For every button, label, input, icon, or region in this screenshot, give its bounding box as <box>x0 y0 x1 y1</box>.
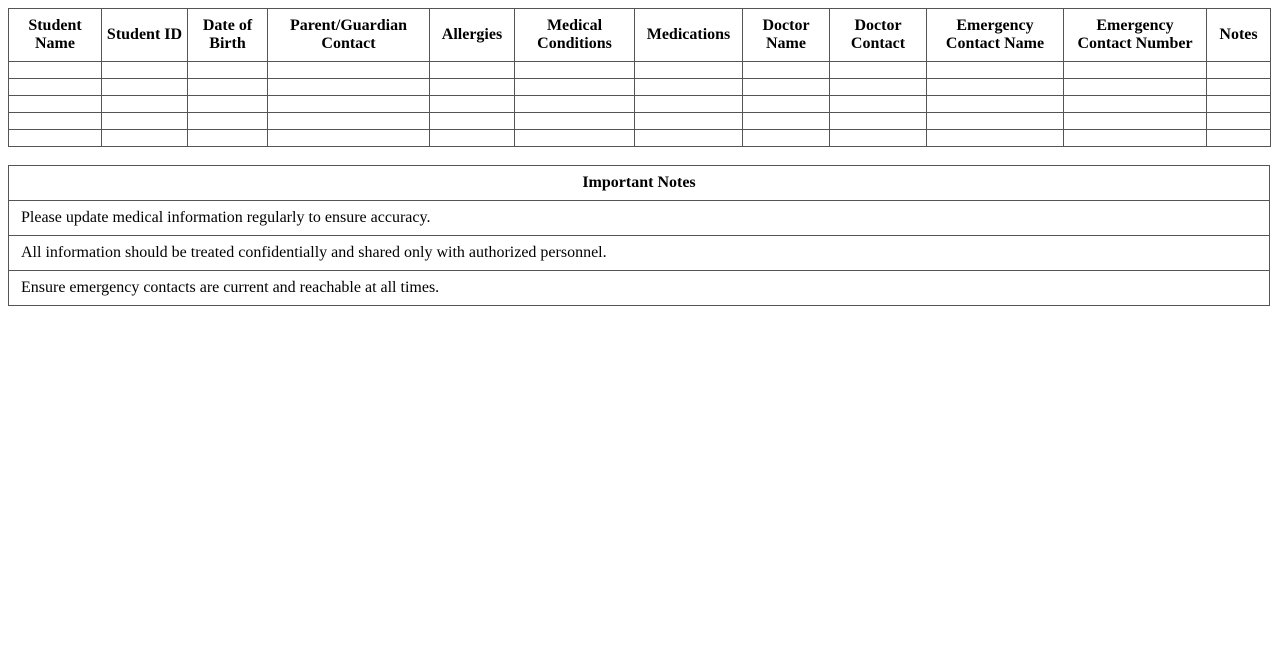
table-cell[interactable] <box>515 96 635 113</box>
table-cell[interactable] <box>743 113 830 130</box>
table-row <box>9 96 1271 113</box>
table-cell[interactable] <box>830 62 927 79</box>
table-header-row <box>9 9 1271 62</box>
table-row <box>9 130 1271 147</box>
table-cell[interactable] <box>102 62 188 79</box>
column-header-medications: Medications <box>635 9 743 62</box>
table-cell[interactable] <box>1207 113 1271 130</box>
important-notes-title: Important Notes <box>9 166 1270 201</box>
table-cell[interactable] <box>927 130 1064 147</box>
records-table-body <box>9 62 1271 147</box>
note-row <box>9 271 1270 306</box>
note-row <box>9 236 1270 271</box>
table-cell[interactable] <box>1064 79 1207 96</box>
column-header-allergies: Allergies <box>430 9 515 62</box>
table-cell[interactable] <box>635 79 743 96</box>
table-cell[interactable] <box>268 113 430 130</box>
table-cell[interactable] <box>1207 96 1271 113</box>
column-header-date-of-birth: Date of Birth <box>188 9 268 62</box>
table-cell[interactable] <box>635 113 743 130</box>
table-cell[interactable] <box>635 96 743 113</box>
note-item: Please update medical information regularly to ensure accuracy. <box>9 201 1270 236</box>
table-cell[interactable] <box>430 79 515 96</box>
table-cell[interactable] <box>830 113 927 130</box>
table-cell[interactable] <box>1207 62 1271 79</box>
table-cell[interactable] <box>1064 62 1207 79</box>
table-cell[interactable] <box>102 113 188 130</box>
table-cell[interactable] <box>9 113 102 130</box>
table-cell[interactable] <box>268 96 430 113</box>
table-cell[interactable] <box>268 62 430 79</box>
table-cell[interactable] <box>9 96 102 113</box>
important-notes-table <box>8 165 1270 306</box>
table-cell[interactable] <box>102 96 188 113</box>
table-cell[interactable] <box>743 96 830 113</box>
document <box>8 8 1270 306</box>
table-cell[interactable] <box>927 62 1064 79</box>
table-cell[interactable] <box>927 79 1064 96</box>
table-cell[interactable] <box>830 96 927 113</box>
table-cell[interactable] <box>102 79 188 96</box>
note-item: All information should be treated confidentially and shared only with authorized personnel. <box>9 236 1270 271</box>
table-row <box>9 62 1271 79</box>
table-cell[interactable] <box>1207 79 1271 96</box>
table-cell[interactable] <box>830 130 927 147</box>
column-header-medical-conditions: Medical Conditions <box>515 9 635 62</box>
table-cell[interactable] <box>515 130 635 147</box>
table-row <box>9 113 1271 130</box>
table-cell[interactable] <box>635 130 743 147</box>
note-item: Ensure emergency contacts are current and reachable at all times. <box>9 271 1270 306</box>
table-cell[interactable] <box>188 79 268 96</box>
table-cell[interactable] <box>430 113 515 130</box>
table-cell[interactable] <box>430 62 515 79</box>
note-row <box>9 201 1270 236</box>
table-cell[interactable] <box>743 62 830 79</box>
table-cell[interactable] <box>102 130 188 147</box>
table-cell[interactable] <box>927 96 1064 113</box>
column-header-doctor-name: Doctor Name <box>743 9 830 62</box>
table-cell[interactable] <box>268 79 430 96</box>
table-cell[interactable] <box>1064 113 1207 130</box>
student-medical-records-table <box>8 8 1271 147</box>
table-cell[interactable] <box>743 130 830 147</box>
table-cell[interactable] <box>188 113 268 130</box>
table-cell[interactable] <box>430 130 515 147</box>
table-cell[interactable] <box>1207 130 1271 147</box>
column-header-doctor-contact: Doctor Contact <box>830 9 927 62</box>
table-cell[interactable] <box>188 62 268 79</box>
table-cell[interactable] <box>188 96 268 113</box>
table-cell[interactable] <box>9 79 102 96</box>
table-cell[interactable] <box>743 79 830 96</box>
table-cell[interactable] <box>9 62 102 79</box>
table-cell[interactable] <box>515 62 635 79</box>
column-header-student-name: Student Name <box>9 9 102 62</box>
table-cell[interactable] <box>515 113 635 130</box>
table-cell[interactable] <box>927 113 1064 130</box>
table-cell[interactable] <box>430 96 515 113</box>
column-header-emergency-contact-name: Emergency Contact Name <box>927 9 1064 62</box>
table-cell[interactable] <box>1064 96 1207 113</box>
column-header-emergency-contact-number: Emergency Contact Number <box>1064 9 1207 62</box>
table-row <box>9 79 1271 96</box>
table-cell[interactable] <box>268 130 430 147</box>
table-cell[interactable] <box>188 130 268 147</box>
table-cell[interactable] <box>635 62 743 79</box>
column-header-notes: Notes <box>1207 9 1271 62</box>
table-cell[interactable] <box>1064 130 1207 147</box>
table-cell[interactable] <box>9 130 102 147</box>
column-header-parent-guardian-contact: Parent/Guardian Contact <box>268 9 430 62</box>
table-cell[interactable] <box>830 79 927 96</box>
table-cell[interactable] <box>515 79 635 96</box>
column-header-student-id: Student ID <box>102 9 188 62</box>
notes-header-row <box>9 166 1270 201</box>
